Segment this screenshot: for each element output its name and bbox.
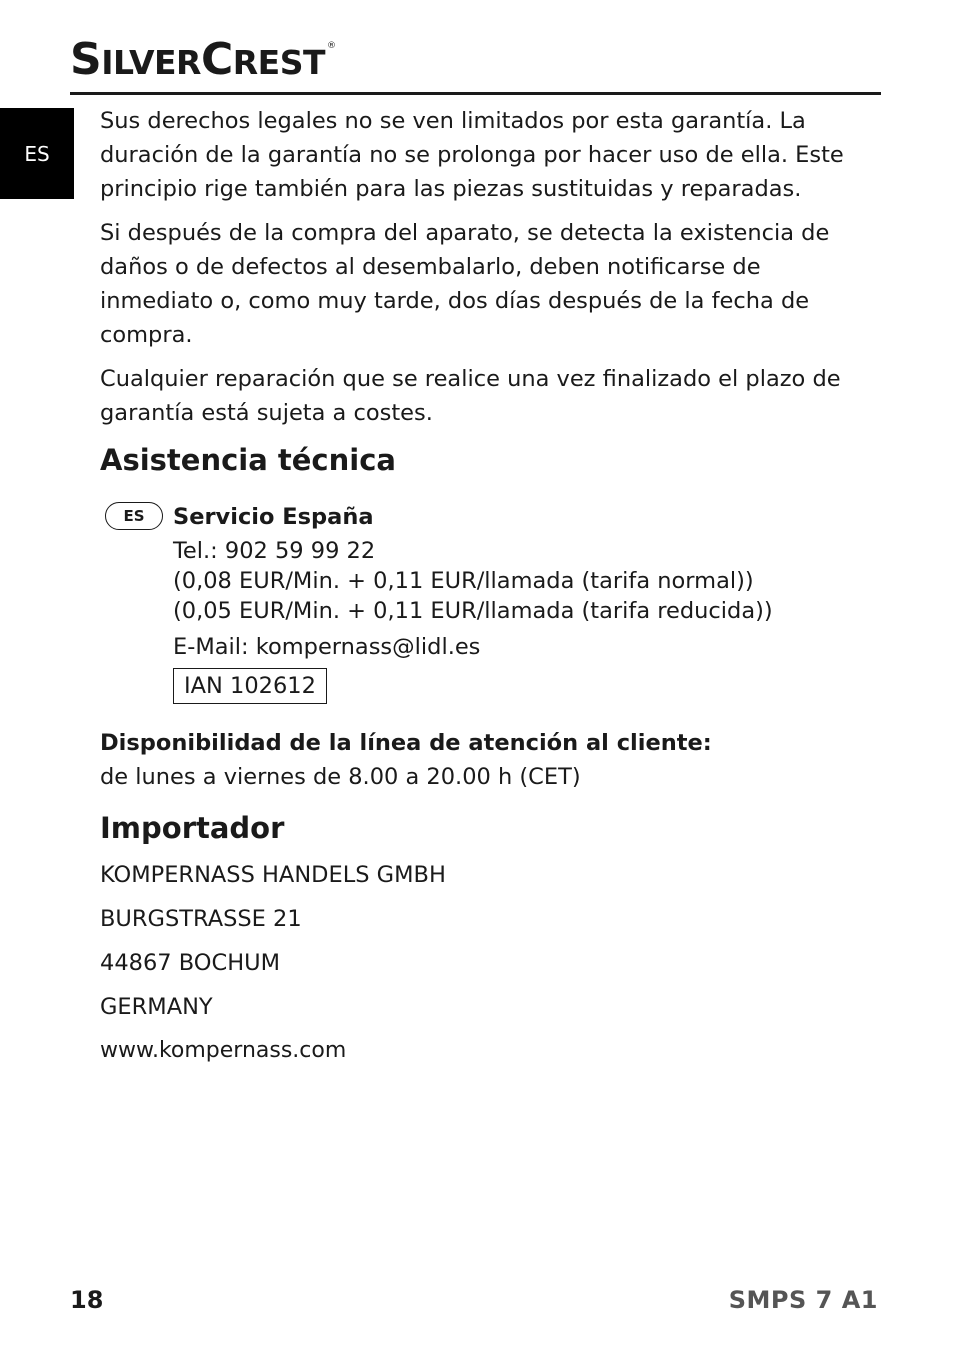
rate-normal: (0,08 EUR/Min. + 0,11 EUR/llamada (tarifa normal)): [173, 568, 754, 594]
country-badge: ES: [105, 502, 163, 530]
language-tab: ES: [0, 108, 74, 199]
page-number: 18: [70, 1286, 104, 1314]
warranty-paragraph-1: Sus derechos legales no se ven limitados por esta garantía. La duración de la garantía no se prolonga por hacer uso de ella. Este principio rige también para las piezas sustituidas y reparadas.: [100, 108, 844, 202]
address-line: GERMANY: [100, 994, 213, 1020]
address-line: KOMPERNASS HANDELS GMBH: [100, 862, 446, 888]
address-line: BURGSTRASSE 21: [100, 906, 302, 932]
model-number: SMPS 7 A1: [728, 1286, 878, 1314]
service-email: E-Mail: kompernass@lidl.es: [173, 634, 481, 660]
header-divider: [70, 92, 881, 95]
availability-title: Disponibilidad de la línea de atención al cliente:: [100, 730, 712, 756]
rate-reduced: (0,05 EUR/Min. + 0,11 EUR/llamada (tarifa reducida)): [173, 598, 773, 624]
importer-address: [100, 858, 860, 1068]
availability-text: de lunes a viernes de 8.00 a 20.00 h (CET): [100, 764, 581, 790]
service-block: [100, 502, 860, 704]
brand-logo: SILVERCREST ®: [70, 34, 336, 85]
service-title: Servicio España: [173, 504, 374, 530]
ian-box: IAN 102612: [173, 668, 327, 704]
warranty-paragraph-3: Cualquier reparación que se realice una vez finalizado el plazo de garantía está sujeta a costes.: [100, 366, 841, 426]
assistance-heading: Asistencia técnica: [100, 443, 396, 477]
page-content: [100, 104, 860, 1078]
importer-heading: Importador: [100, 811, 285, 845]
warranty-paragraph-2: Si después de la compra del aparato, se detecta la existencia de daños o de defectos al desembalarlo, deben notificarse de inmediato o, como muy tarde, dos días después de la fecha de compra.: [100, 220, 830, 348]
registered-mark: ®: [327, 41, 336, 51]
service-phone: Tel.: 902 59 99 22: [173, 538, 376, 564]
address-line: 44867 BOCHUM: [100, 950, 280, 976]
importer-website: www.kompernass.com: [100, 1038, 347, 1063]
